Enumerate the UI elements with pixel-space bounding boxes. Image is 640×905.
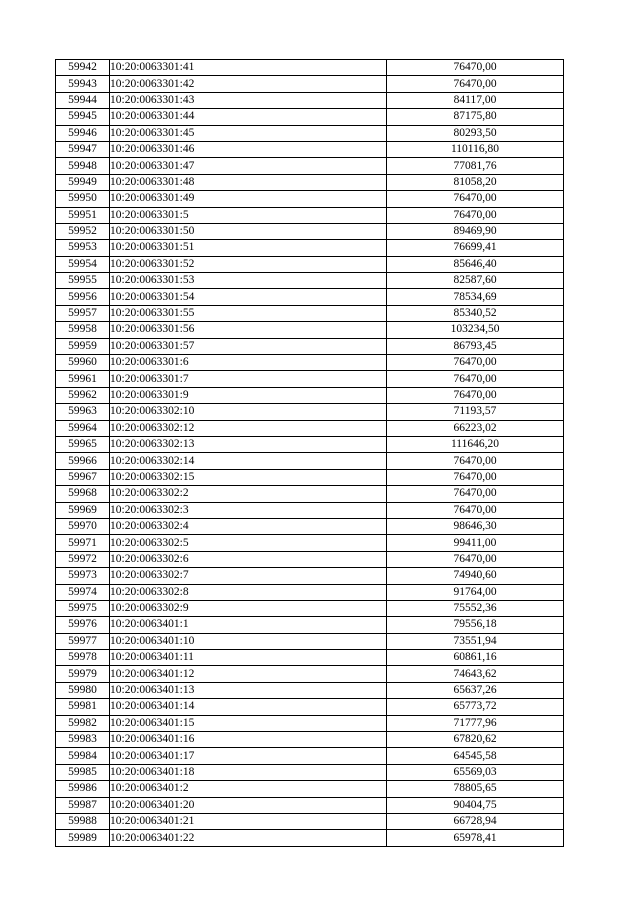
cadastral-number-cell: 10:20:0063302:6 xyxy=(110,551,387,567)
cadastral-number-cell: 10:20:0063302:13 xyxy=(110,436,387,452)
value-cell: 86793,45 xyxy=(387,338,564,354)
row-id-cell: 59967 xyxy=(56,469,110,485)
cadastral-number-cell: 10:20:0063302:2 xyxy=(110,486,387,502)
value-cell: 76470,00 xyxy=(387,469,564,485)
table-row xyxy=(56,797,564,813)
value-cell: 111646,20 xyxy=(387,436,564,452)
cadastral-number-cell: 10:20:0063301:50 xyxy=(110,223,387,239)
table-row xyxy=(56,600,564,616)
cadastral-number-cell: 10:20:0063302:15 xyxy=(110,469,387,485)
value-cell: 79556,18 xyxy=(387,617,564,633)
row-id-cell: 59955 xyxy=(56,273,110,289)
value-cell: 66223,02 xyxy=(387,420,564,436)
row-id-cell: 59976 xyxy=(56,617,110,633)
row-id-cell: 59987 xyxy=(56,797,110,813)
cadastral-number-cell: 10:20:0063302:7 xyxy=(110,568,387,584)
cadastral-number-cell: 10:20:0063301:54 xyxy=(110,289,387,305)
row-id-cell: 59977 xyxy=(56,633,110,649)
table-row xyxy=(56,322,564,338)
row-id-cell: 59966 xyxy=(56,453,110,469)
value-cell: 80293,50 xyxy=(387,125,564,141)
table-row xyxy=(56,748,564,764)
row-id-cell: 59964 xyxy=(56,420,110,436)
table-row xyxy=(56,109,564,125)
cadastral-number-cell: 10:20:0063401:13 xyxy=(110,682,387,698)
row-id-cell: 59954 xyxy=(56,256,110,272)
value-cell: 77081,76 xyxy=(387,158,564,174)
row-id-cell: 59988 xyxy=(56,813,110,829)
row-id-cell: 59984 xyxy=(56,748,110,764)
table-row xyxy=(56,289,564,305)
value-cell: 67820,62 xyxy=(387,732,564,748)
row-id-cell: 59978 xyxy=(56,650,110,666)
cadastral-number-cell: 10:20:0063301:48 xyxy=(110,174,387,190)
table-row xyxy=(56,305,564,321)
cadastral-number-cell: 10:20:0063401:16 xyxy=(110,732,387,748)
value-cell: 91764,00 xyxy=(387,584,564,600)
table-row xyxy=(56,404,564,420)
cadastral-number-cell: 10:20:0063301:44 xyxy=(110,109,387,125)
row-id-cell: 59973 xyxy=(56,568,110,584)
table-row xyxy=(56,420,564,436)
value-cell: 98646,30 xyxy=(387,518,564,534)
row-id-cell: 59982 xyxy=(56,715,110,731)
cadastral-number-cell: 10:20:0063302:9 xyxy=(110,600,387,616)
table-row xyxy=(56,633,564,649)
value-cell: 65978,41 xyxy=(387,830,564,846)
cadastral-number-cell: 10:20:0063301:6 xyxy=(110,355,387,371)
table-row xyxy=(56,518,564,534)
value-cell: 103234,50 xyxy=(387,322,564,338)
row-id-cell: 59952 xyxy=(56,223,110,239)
row-id-cell: 59983 xyxy=(56,732,110,748)
table-row xyxy=(56,223,564,239)
cadastral-number-cell: 10:20:0063302:8 xyxy=(110,584,387,600)
value-cell: 85646,40 xyxy=(387,256,564,272)
row-id-cell: 59962 xyxy=(56,387,110,403)
value-cell: 76470,00 xyxy=(387,502,564,518)
cadastral-number-cell: 10:20:0063301:5 xyxy=(110,207,387,223)
row-id-cell: 59949 xyxy=(56,174,110,190)
table-row xyxy=(56,191,564,207)
cadastral-number-cell: 10:20:0063301:45 xyxy=(110,125,387,141)
cadastral-number-cell: 10:20:0063302:4 xyxy=(110,518,387,534)
table-row xyxy=(56,273,564,289)
table-row xyxy=(56,732,564,748)
cadastral-number-cell: 10:20:0063301:51 xyxy=(110,240,387,256)
row-id-cell: 59953 xyxy=(56,240,110,256)
value-cell: 65773,72 xyxy=(387,699,564,715)
row-id-cell: 59956 xyxy=(56,289,110,305)
table-row xyxy=(56,60,564,76)
table-row xyxy=(56,486,564,502)
table-row xyxy=(56,436,564,452)
row-id-cell: 59959 xyxy=(56,338,110,354)
table-row xyxy=(56,551,564,567)
value-cell: 60861,16 xyxy=(387,650,564,666)
table-row xyxy=(56,715,564,731)
row-id-cell: 59975 xyxy=(56,600,110,616)
value-cell: 110116,80 xyxy=(387,141,564,157)
row-id-cell: 59969 xyxy=(56,502,110,518)
value-cell: 76470,00 xyxy=(387,191,564,207)
table-row xyxy=(56,650,564,666)
cadastral-number-cell: 10:20:0063401:1 xyxy=(110,617,387,633)
value-cell: 85340,52 xyxy=(387,305,564,321)
row-id-cell: 59968 xyxy=(56,486,110,502)
cadastral-number-cell: 10:20:0063401:14 xyxy=(110,699,387,715)
row-id-cell: 59951 xyxy=(56,207,110,223)
value-cell: 65637,26 xyxy=(387,682,564,698)
cadastral-number-cell: 10:20:0063301:56 xyxy=(110,322,387,338)
table-row xyxy=(56,92,564,108)
cadastral-number-cell: 10:20:0063401:18 xyxy=(110,764,387,780)
cadastral-number-cell: 10:20:0063301:52 xyxy=(110,256,387,272)
row-id-cell: 59943 xyxy=(56,76,110,92)
value-cell: 82587,60 xyxy=(387,273,564,289)
table-row xyxy=(56,568,564,584)
table-row xyxy=(56,355,564,371)
cadastral-number-cell: 10:20:0063301:43 xyxy=(110,92,387,108)
value-cell: 76470,00 xyxy=(387,453,564,469)
table-row xyxy=(56,240,564,256)
cadastral-number-cell: 10:20:0063401:17 xyxy=(110,748,387,764)
row-id-cell: 59972 xyxy=(56,551,110,567)
value-cell: 73551,94 xyxy=(387,633,564,649)
row-id-cell: 59957 xyxy=(56,305,110,321)
cadastral-number-cell: 10:20:0063301:53 xyxy=(110,273,387,289)
cadastral-number-cell: 10:20:0063401:10 xyxy=(110,633,387,649)
table-row xyxy=(56,781,564,797)
table-row xyxy=(56,666,564,682)
cadastral-number-cell: 10:20:0063401:12 xyxy=(110,666,387,682)
value-cell: 74643,62 xyxy=(387,666,564,682)
cadastral-number-cell: 10:20:0063302:3 xyxy=(110,502,387,518)
cadastral-number-cell: 10:20:0063401:11 xyxy=(110,650,387,666)
row-id-cell: 59980 xyxy=(56,682,110,698)
row-id-cell: 59944 xyxy=(56,92,110,108)
row-id-cell: 59986 xyxy=(56,781,110,797)
value-cell: 66728,94 xyxy=(387,813,564,829)
data-table xyxy=(55,59,564,847)
cadastral-number-cell: 10:20:0063302:14 xyxy=(110,453,387,469)
row-id-cell: 59960 xyxy=(56,355,110,371)
value-cell: 71777,96 xyxy=(387,715,564,731)
table-row xyxy=(56,371,564,387)
cadastral-number-cell: 10:20:0063401:21 xyxy=(110,813,387,829)
cadastral-number-cell: 10:20:0063401:2 xyxy=(110,781,387,797)
row-id-cell: 59948 xyxy=(56,158,110,174)
value-cell: 65569,03 xyxy=(387,764,564,780)
table-row xyxy=(56,387,564,403)
value-cell: 78805,65 xyxy=(387,781,564,797)
cadastral-number-cell: 10:20:0063301:9 xyxy=(110,387,387,403)
cadastral-number-cell: 10:20:0063301:49 xyxy=(110,191,387,207)
row-id-cell: 59974 xyxy=(56,584,110,600)
row-id-cell: 59971 xyxy=(56,535,110,551)
value-cell: 76470,00 xyxy=(387,387,564,403)
cadastral-number-cell: 10:20:0063401:15 xyxy=(110,715,387,731)
value-cell: 76470,00 xyxy=(387,551,564,567)
table-row xyxy=(56,141,564,157)
row-id-cell: 59958 xyxy=(56,322,110,338)
cadastral-number-cell: 10:20:0063301:55 xyxy=(110,305,387,321)
value-cell: 71193,57 xyxy=(387,404,564,420)
row-id-cell: 59989 xyxy=(56,830,110,846)
row-id-cell: 59985 xyxy=(56,764,110,780)
table-row xyxy=(56,764,564,780)
value-cell: 99411,00 xyxy=(387,535,564,551)
table-row xyxy=(56,617,564,633)
cadastral-number-cell: 10:20:0063301:57 xyxy=(110,338,387,354)
row-id-cell: 59961 xyxy=(56,371,110,387)
value-cell: 76470,00 xyxy=(387,371,564,387)
cadastral-number-cell: 10:20:0063301:47 xyxy=(110,158,387,174)
cadastral-number-cell: 10:20:0063401:20 xyxy=(110,797,387,813)
table-row xyxy=(56,584,564,600)
value-cell: 76470,00 xyxy=(387,207,564,223)
cadastral-number-cell: 10:20:0063301:7 xyxy=(110,371,387,387)
table-row xyxy=(56,502,564,518)
value-cell: 64545,58 xyxy=(387,748,564,764)
value-cell: 76470,00 xyxy=(387,355,564,371)
row-id-cell: 59942 xyxy=(56,60,110,76)
value-cell: 87175,80 xyxy=(387,109,564,125)
value-cell: 84117,00 xyxy=(387,92,564,108)
table-row xyxy=(56,174,564,190)
row-id-cell: 59945 xyxy=(56,109,110,125)
cadastral-number-cell: 10:20:0063301:42 xyxy=(110,76,387,92)
value-cell: 81058,20 xyxy=(387,174,564,190)
value-cell: 89469,90 xyxy=(387,223,564,239)
value-cell: 76470,00 xyxy=(387,486,564,502)
table-row xyxy=(56,338,564,354)
value-cell: 78534,69 xyxy=(387,289,564,305)
row-id-cell: 59979 xyxy=(56,666,110,682)
row-id-cell: 59963 xyxy=(56,404,110,420)
table-row xyxy=(56,207,564,223)
value-cell: 76470,00 xyxy=(387,76,564,92)
cadastral-number-cell: 10:20:0063302:5 xyxy=(110,535,387,551)
cadastral-number-cell: 10:20:0063301:41 xyxy=(110,60,387,76)
table-row xyxy=(56,76,564,92)
table-row xyxy=(56,125,564,141)
value-cell: 76470,00 xyxy=(387,60,564,76)
table-row xyxy=(56,830,564,846)
row-id-cell: 59947 xyxy=(56,141,110,157)
table-row xyxy=(56,813,564,829)
value-cell: 90404,75 xyxy=(387,797,564,813)
row-id-cell: 59946 xyxy=(56,125,110,141)
value-cell: 74940,60 xyxy=(387,568,564,584)
value-cell: 75552,36 xyxy=(387,600,564,616)
row-id-cell: 59970 xyxy=(56,518,110,534)
cadastral-number-cell: 10:20:0063302:12 xyxy=(110,420,387,436)
table-row xyxy=(56,453,564,469)
table-body xyxy=(56,60,564,847)
row-id-cell: 59950 xyxy=(56,191,110,207)
table-row xyxy=(56,256,564,272)
table-row xyxy=(56,699,564,715)
table-row xyxy=(56,682,564,698)
cadastral-number-cell: 10:20:0063401:22 xyxy=(110,830,387,846)
table-row xyxy=(56,469,564,485)
value-cell: 76699,41 xyxy=(387,240,564,256)
cadastral-number-cell: 10:20:0063302:10 xyxy=(110,404,387,420)
table-row xyxy=(56,535,564,551)
row-id-cell: 59965 xyxy=(56,436,110,452)
table-row xyxy=(56,158,564,174)
cadastral-number-cell: 10:20:0063301:46 xyxy=(110,141,387,157)
row-id-cell: 59981 xyxy=(56,699,110,715)
